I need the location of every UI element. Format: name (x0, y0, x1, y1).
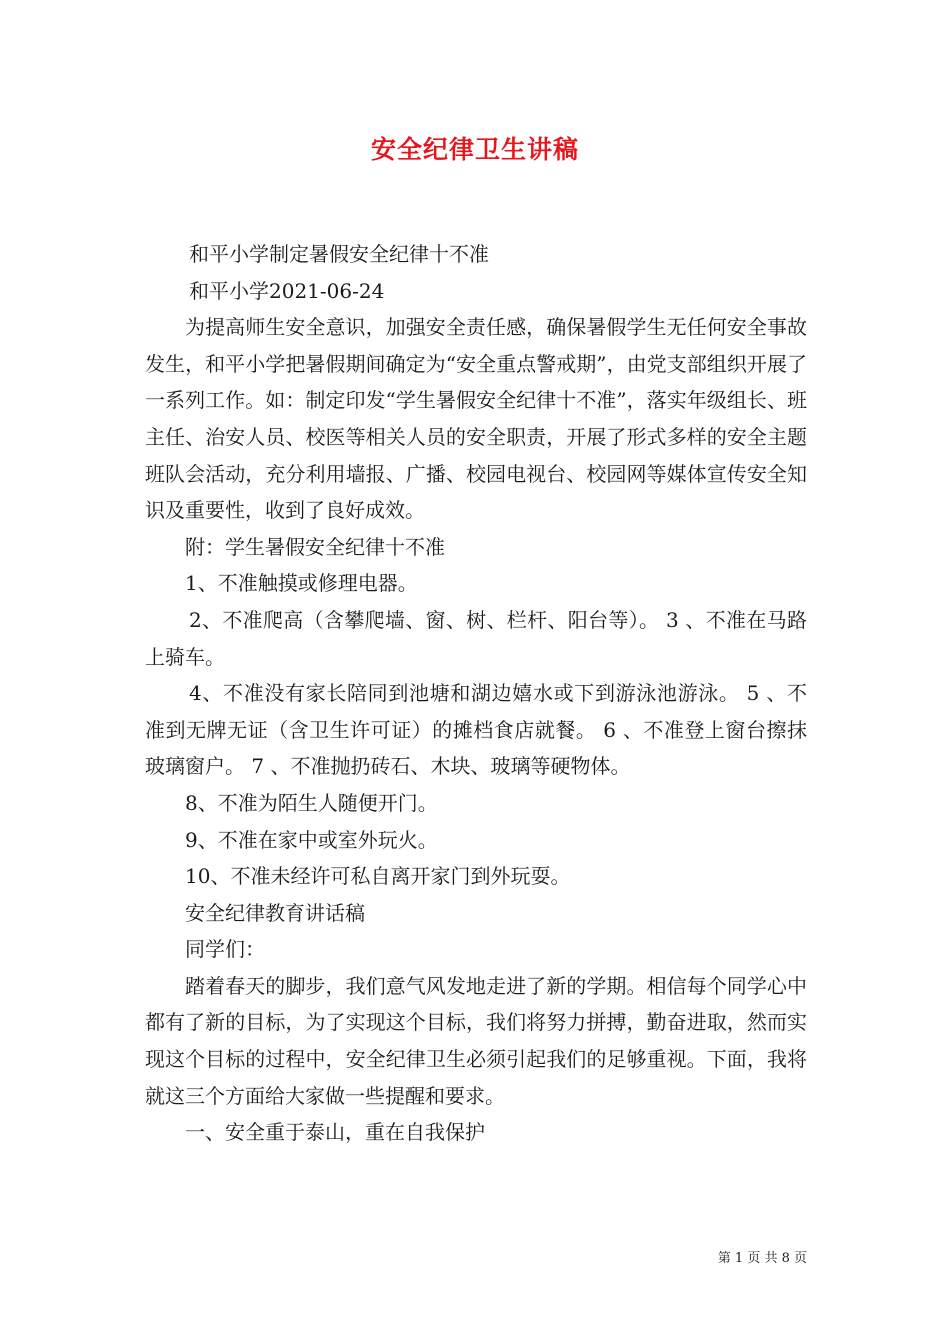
rule-item-2-3: 2、不准爬高（含攀爬墙、窗、树、栏杆、阳台等）。 3 、不准在马路上骑车。 (145, 607, 807, 669)
paragraph-appendix-title: 附：学生暑假安全纪律十不准 (185, 534, 445, 559)
document-title: 安全纪律卫生讲稿 (370, 135, 579, 164)
paragraph-school-date: 和平小学2021-06-24 (189, 278, 385, 303)
paragraph-section-one: 一、安全重于泰山，重在自我保护 (185, 1120, 485, 1145)
paragraph-salutation: 同学们： (185, 937, 265, 962)
rule-item-9: 9、不准在家中或室外玩火。 (185, 827, 438, 852)
document-body (145, 236, 807, 1151)
paragraph-speech-title: 安全纪律教育讲话稿 (185, 900, 365, 925)
rule-item-1: 1、不准触摸或修理电器。 (185, 571, 418, 596)
rule-item-10: 10、不准未经许可私自离开家门到外玩耍。 (185, 864, 571, 889)
paragraph-speech-intro: 踏着春天的脚步，我们意气风发地走进了新的学期。相信每个同学心中都有了新的目标，为了实现这个目标，我们将努力拼搏，勤奋进取，然而实现这个目标的过程中，安全纪律卫生必须引起我们的足够重视。下面，我将就这三个方面给大家做一些提醒和要求。 (145, 973, 807, 1108)
paragraph-notice-title: 和平小学制定暑假安全纪律十不准 (189, 242, 489, 266)
page-number-footer: 第 1 页 共 8 页 (717, 1251, 807, 1266)
rule-item-4-7: 4、不准没有家长陪同到池塘和湖边嬉水或下到游泳池游泳。 5 、不准到无牌无证（含卫生许可证）的摊档食店就餐。 6 、不准登上窗台擦抹玻璃窗户。 7 、不准抛扔砖石、木块、玻璃等硬物体。 (145, 681, 807, 779)
paragraph-intro: 为提高师生安全意识，加强安全责任感，确保暑假学生无任何安全事故发生，和平小学把暑假期间确定为“安全重点警戒期”，由党支部组织开展了一系列工作。如：制定印发“学生暑假安全纪律十不准”，落实年级组长、班主任、治安人员、校医等相关人员的安全职责，开展了形式多样的安全主题班队会活动，充分利用墙报、广播、校园电视台、校园网等媒体宣传安全知识及重要性，收到了良好成效。 (145, 315, 807, 523)
rule-item-8: 8、不准为陌生人随便开门。 (185, 790, 438, 815)
